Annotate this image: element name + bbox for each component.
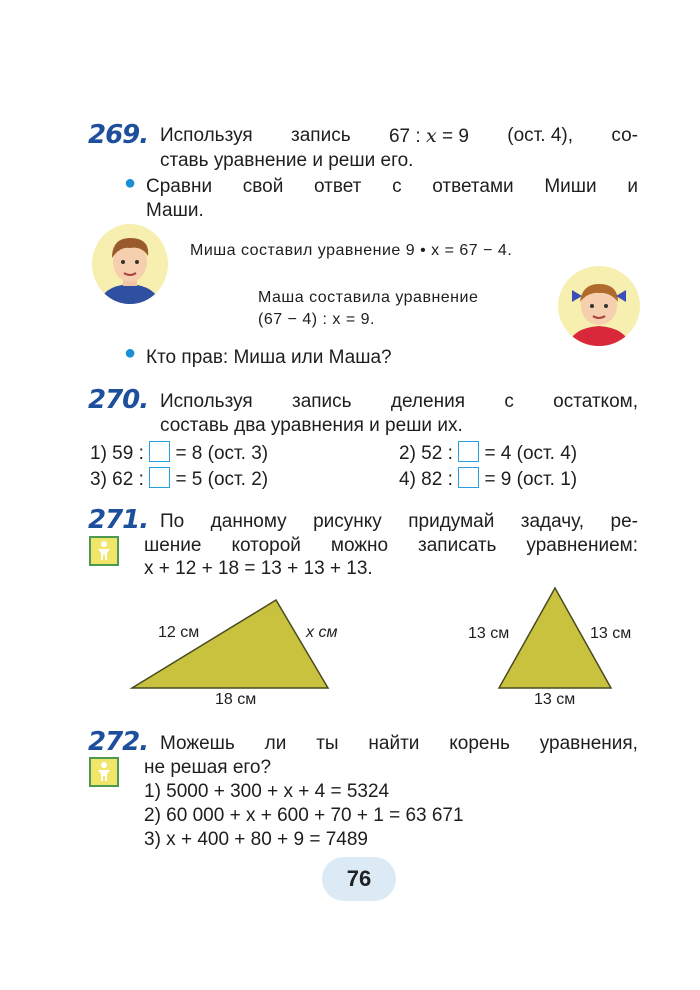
masha-equation-line2: (67 − 4) : x = 9. xyxy=(258,311,375,328)
bullet-icon: ● xyxy=(124,172,137,194)
answer-box xyxy=(458,441,479,462)
triangle-scalene xyxy=(132,600,328,688)
masha-equation-line1: Маша составила уравнение xyxy=(258,289,479,306)
answer-box xyxy=(149,441,170,462)
word: запись xyxy=(291,125,351,146)
word: со- xyxy=(611,125,638,146)
triangle1-bottom-label: 18 см xyxy=(215,691,257,708)
page-number: 76 xyxy=(322,857,396,901)
answer-box xyxy=(149,467,170,488)
exercise-number-272: 272. xyxy=(88,727,149,757)
exercise-272-line2: не решая его? xyxy=(144,757,272,778)
triangle1-right-label: x см xyxy=(306,624,338,641)
masha-avatar xyxy=(558,266,640,346)
exercise-272-line1: Можешь ли ты найти корень уравнения, xyxy=(160,733,638,754)
triangle2-right-label: 13 см xyxy=(590,625,632,642)
exercise-270-item-3: 3) 62 : = 5 (ост. 2) xyxy=(90,469,269,490)
exercise-269-bullet1-line2: Маши. xyxy=(146,200,204,221)
exercise-number-269: 269. xyxy=(88,120,149,150)
exercise-270-item-2: 2) 52 : = 4 (ост. 4) xyxy=(399,443,578,464)
exercise-270-line2: составь два уравнения и реши их. xyxy=(160,415,463,436)
exercise-271-line2: шение которой можно записать уравнением: xyxy=(144,535,638,556)
exercise-271-line1: По данному рисунку придумай задачу, ре- xyxy=(160,511,638,532)
exercise-270-item-4: 4) 82 : = 9 (ост. 1) xyxy=(399,469,578,490)
exercise-272-item-1: 1) 5000 + 300 + x + 4 = 5324 xyxy=(144,781,390,802)
creative-task-icon xyxy=(89,757,119,787)
misha-avatar xyxy=(92,224,168,304)
answer-box xyxy=(458,467,479,488)
expression: 67 : x = 9 xyxy=(388,125,469,147)
exercise-272-item-3: 3) x + 400 + 80 + 9 = 7489 xyxy=(144,829,368,850)
exercise-269-bullet2: Кто прав: Миша или Маша? xyxy=(146,347,392,368)
triangle2-left-label: 13 см xyxy=(468,625,510,642)
exercise-269-line1 xyxy=(160,125,638,148)
word: (ост. 4), xyxy=(507,125,573,146)
triangle2-bottom-label: 13 см xyxy=(534,691,576,708)
exercise-number-271: 271. xyxy=(88,505,149,535)
triangle1-left-label: 12 см xyxy=(158,624,200,641)
exercise-269-bullet1-line1: Сравни свой ответ с ответами Миши и xyxy=(146,176,638,197)
exercise-270-item-1: 1) 59 : = 8 (ост. 3) xyxy=(90,443,269,464)
exercise-number-270: 270. xyxy=(88,385,149,415)
creative-task-icon xyxy=(89,536,119,566)
exercise-271-equation: x + 12 + 18 = 13 + 13 + 13. xyxy=(144,558,373,579)
exercise-270-line1: Используя запись деления с остатком, xyxy=(160,391,638,412)
exercise-272-item-2: 2) 60 000 + x + 600 + 70 + 1 = 63 671 xyxy=(144,805,464,826)
bullet-icon: ● xyxy=(124,342,137,364)
exercise-269-line2: ставь уравнение и реши его. xyxy=(160,150,414,171)
word: Используя xyxy=(160,125,253,146)
misha-equation: Миша составил уравнение 9 • x = 67 − 4. xyxy=(190,242,513,259)
